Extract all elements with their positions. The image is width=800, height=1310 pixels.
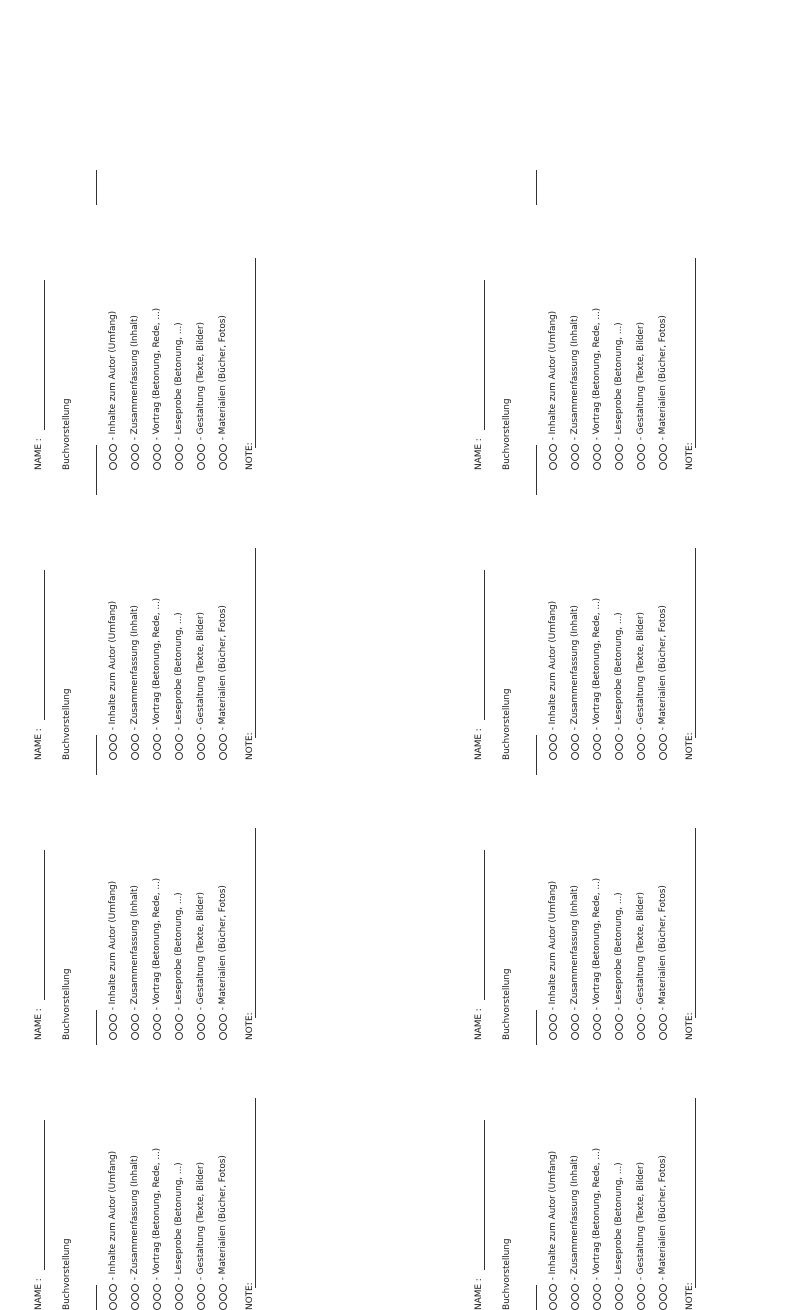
criterion-label: - Materialien (Bücher, Fotos) [658, 315, 668, 441]
note-line[interactable] [255, 548, 256, 738]
criterion-label: - Inhalte zum Autor (Umfang) [548, 880, 558, 1011]
rating-circle-icon[interactable] [637, 743, 645, 751]
criterion-label: - Vortrag (Betonung, Rede, ...) [152, 877, 162, 1011]
name-line[interactable] [484, 570, 485, 720]
name-line[interactable] [44, 1120, 45, 1270]
rating-circle-icon[interactable] [615, 444, 623, 452]
rating-circle-icon[interactable] [571, 453, 579, 461]
name-label: NAME : [474, 1278, 484, 1310]
rating-circle-icon[interactable] [637, 734, 645, 742]
rating-circle-icon[interactable] [131, 462, 139, 470]
criterion-row [174, 1162, 190, 1310]
rating-circle-icon[interactable] [659, 453, 667, 461]
criterion-row [658, 315, 674, 470]
slip-title: Buchvorstellung [62, 688, 72, 760]
rating-circles[interactable] [570, 733, 580, 760]
rating-circle-icon[interactable] [175, 1302, 183, 1310]
rating-circle-icon[interactable] [571, 734, 579, 742]
rating-circle-icon[interactable] [175, 1284, 183, 1292]
criterion-row [548, 601, 564, 760]
rating-circle-icon[interactable] [109, 752, 117, 760]
rating-circle-icon[interactable] [153, 453, 161, 461]
criterion-label: - Zusammenfassung (Inhalt) [570, 1155, 580, 1281]
rating-circle-icon[interactable] [175, 1293, 183, 1301]
note-line[interactable] [255, 258, 256, 448]
criterion-label: - Materialien (Bücher, Fotos) [218, 885, 228, 1011]
rating-circles[interactable] [108, 1283, 118, 1310]
criterion-label: - Zusammenfassung (Inhalt) [130, 315, 140, 441]
slip-title: Buchvorstellung [62, 1238, 72, 1310]
divider-left [536, 445, 537, 470]
rating-circle-icon[interactable] [549, 1293, 557, 1301]
note-line[interactable] [695, 828, 696, 1018]
criterion-row [636, 1162, 652, 1310]
name-line[interactable] [484, 850, 485, 1000]
rating-circles[interactable] [152, 1283, 162, 1310]
rating-circle-icon[interactable] [615, 734, 623, 742]
criterion-row [218, 605, 234, 760]
rating-circle-icon[interactable] [659, 1302, 667, 1310]
rating-circle-icon[interactable] [153, 444, 161, 452]
criterion-row [548, 1151, 564, 1310]
criterion-row [614, 612, 630, 760]
rating-circles[interactable] [130, 1283, 140, 1310]
rating-circle-icon[interactable] [571, 1302, 579, 1310]
note-line[interactable] [255, 828, 256, 1018]
criterion-label: - Inhalte zum Autor (Umfang) [548, 1150, 558, 1281]
criterion-label: - Materialien (Bücher, Fotos) [658, 1155, 668, 1281]
rating-circle-icon[interactable] [637, 462, 645, 470]
rating-circle-icon[interactable] [659, 1284, 667, 1292]
rating-circle-icon[interactable] [175, 734, 183, 742]
criterion-row [614, 1162, 630, 1310]
criterion-label: - Leseprobe (Betonung, ...) [614, 322, 624, 441]
rating-circle-icon[interactable] [593, 743, 601, 751]
rating-circle-icon[interactable] [593, 1293, 601, 1301]
criterion-label: - Gestaltung (Texte, Bilder) [196, 612, 206, 731]
rating-circle-icon[interactable] [197, 453, 205, 461]
rating-circle-icon[interactable] [659, 444, 667, 452]
rating-circle-icon[interactable] [549, 462, 557, 470]
criterion-label: - Materialien (Bücher, Fotos) [218, 1155, 228, 1281]
criterion-row [196, 612, 212, 760]
rating-circle-icon[interactable] [153, 1284, 161, 1292]
rating-circle-icon[interactable] [197, 1302, 205, 1310]
criterion-label: - Vortrag (Betonung, Rede, ...) [152, 1147, 162, 1281]
name-label: NAME : [34, 728, 44, 760]
criterion-row [614, 322, 630, 470]
criterion-row [196, 322, 212, 470]
criterion-label: - Zusammenfassung (Inhalt) [570, 605, 580, 731]
rating-circle-icon[interactable] [615, 752, 623, 760]
name-line[interactable] [484, 1120, 485, 1270]
criterion-label: - Leseprobe (Betonung, ...) [174, 892, 184, 1011]
criterion-label: - Inhalte zum Autor (Umfang) [548, 310, 558, 441]
name-label: NAME : [34, 1008, 44, 1040]
rating-circle-icon[interactable] [659, 734, 667, 742]
rating-circles[interactable] [636, 733, 646, 760]
rating-circle-icon[interactable] [571, 444, 579, 452]
criterion-row [196, 1162, 212, 1310]
rating-circle-icon[interactable] [571, 1293, 579, 1301]
rating-circle-icon[interactable] [593, 1302, 601, 1310]
slip-title: Buchvorstellung [62, 968, 72, 1040]
rating-circle-icon[interactable] [131, 752, 139, 760]
rating-circle-icon[interactable] [593, 462, 601, 470]
criterion-label: - Gestaltung (Texte, Bilder) [636, 612, 646, 731]
rating-circle-icon[interactable] [615, 453, 623, 461]
rating-circles[interactable] [218, 443, 228, 470]
criterion-row [130, 315, 146, 470]
criterion-label: - Gestaltung (Texte, Bilder) [196, 892, 206, 1011]
rating-circle-icon[interactable] [659, 743, 667, 751]
rating-circle-icon[interactable] [637, 752, 645, 760]
criterion-label: - Inhalte zum Autor (Umfang) [108, 600, 118, 731]
rating-circle-icon[interactable] [571, 743, 579, 751]
note-label: NOTE: [685, 1282, 695, 1310]
rating-circle-icon[interactable] [153, 752, 161, 760]
rating-circle-icon[interactable] [175, 752, 183, 760]
rating-circle-icon[interactable] [637, 444, 645, 452]
criterion-row [130, 1155, 146, 1310]
divider-right [536, 170, 537, 205]
slip-title: Buchvorstellung [502, 688, 512, 760]
criterion-label: - Leseprobe (Betonung, ...) [614, 892, 624, 1011]
note-label: NOTE: [685, 732, 695, 760]
note-label: NOTE: [245, 442, 255, 470]
rating-circle-icon[interactable] [131, 444, 139, 452]
rating-circle-icon[interactable] [615, 1302, 623, 1310]
rating-circles[interactable] [152, 443, 162, 470]
rating-circle-icon[interactable] [615, 1293, 623, 1301]
rating-circles[interactable] [614, 443, 624, 470]
slip-title: Buchvorstellung [502, 968, 512, 1040]
rating-circle-icon[interactable] [549, 1302, 557, 1310]
rating-circle-icon[interactable] [593, 752, 601, 760]
rating-circle-icon[interactable] [175, 444, 183, 452]
rating-circle-icon[interactable] [109, 1293, 117, 1301]
slip-title: Buchvorstellung [502, 398, 512, 470]
criterion-label: - Inhalte zum Autor (Umfang) [108, 310, 118, 441]
criterion-row [130, 605, 146, 760]
rating-circles[interactable] [196, 443, 206, 470]
rating-circle-icon[interactable] [109, 462, 117, 470]
rating-circles[interactable] [614, 1283, 624, 1310]
divider-left [96, 445, 97, 470]
rating-circle-icon[interactable] [197, 1293, 205, 1301]
criterion-label: - Zusammenfassung (Inhalt) [130, 1155, 140, 1281]
rating-circles[interactable] [592, 733, 602, 760]
rating-circles[interactable] [548, 733, 558, 760]
rating-circle-icon[interactable] [153, 462, 161, 470]
criterion-label: - Leseprobe (Betonung, ...) [614, 612, 624, 731]
rating-circle-icon[interactable] [549, 734, 557, 742]
assessment-slip [30, 170, 410, 470]
rating-circle-icon[interactable] [197, 743, 205, 751]
rating-circles[interactable] [174, 1283, 184, 1310]
rating-circle-icon[interactable] [637, 453, 645, 461]
criterion-label: - Materialien (Bücher, Fotos) [218, 315, 228, 441]
note-label: NOTE: [245, 1282, 255, 1310]
criterion-row [152, 1148, 168, 1310]
rating-circles[interactable] [658, 1283, 668, 1310]
rating-circle-icon[interactable] [659, 1293, 667, 1301]
rating-circles[interactable] [108, 733, 118, 760]
rating-circle-icon[interactable] [593, 1284, 601, 1292]
rating-circle-icon[interactable] [549, 444, 557, 452]
rating-circle-icon[interactable] [131, 1302, 139, 1310]
note-label: NOTE: [245, 732, 255, 760]
rating-circles[interactable] [152, 733, 162, 760]
note-label: NOTE: [685, 442, 695, 470]
assessment-slip [470, 460, 800, 760]
rating-circle-icon[interactable] [549, 453, 557, 461]
rating-circle-icon[interactable] [153, 1302, 161, 1310]
rating-circles[interactable] [218, 733, 228, 760]
rating-circle-icon[interactable] [659, 752, 667, 760]
criterion-row [218, 315, 234, 470]
criterion-label: - Zusammenfassung (Inhalt) [130, 605, 140, 731]
criterion-label: - Vortrag (Betonung, Rede, ...) [592, 1147, 602, 1281]
rating-circles[interactable] [130, 733, 140, 760]
divider-left [536, 735, 537, 760]
criterion-row [570, 1155, 586, 1310]
criterion-label: - Gestaltung (Texte, Bilder) [196, 1162, 206, 1281]
note-line[interactable] [695, 548, 696, 738]
slip-title: Buchvorstellung [62, 398, 72, 470]
criterion-row [174, 322, 190, 470]
rating-circles[interactable] [130, 443, 140, 470]
criterion-row [152, 308, 168, 470]
rating-circles[interactable] [218, 1283, 228, 1310]
rating-circle-icon[interactable] [549, 743, 557, 751]
rating-circles[interactable] [570, 443, 580, 470]
criterion-label: - Gestaltung (Texte, Bilder) [196, 322, 206, 441]
criterion-row [592, 1148, 608, 1310]
rating-circle-icon[interactable] [219, 752, 227, 760]
criterion-label: - Zusammenfassung (Inhalt) [130, 885, 140, 1011]
rating-circle-icon[interactable] [549, 1284, 557, 1292]
assessment-slip [470, 740, 800, 1040]
criterion-label: - Materialien (Bücher, Fotos) [218, 605, 228, 731]
rating-circles[interactable] [636, 1283, 646, 1310]
criterion-row [152, 598, 168, 760]
rating-circle-icon[interactable] [593, 444, 601, 452]
criterion-label: - Gestaltung (Texte, Bilder) [636, 892, 646, 1011]
name-label: NAME : [34, 438, 44, 470]
divider-right [96, 1010, 97, 1045]
criterion-label: - Materialien (Bücher, Fotos) [658, 605, 668, 731]
rating-circle-icon[interactable] [197, 444, 205, 452]
rating-circle-icon[interactable] [571, 1284, 579, 1292]
criterion-row [570, 315, 586, 470]
note-line[interactable] [255, 1098, 256, 1288]
rating-circle-icon[interactable] [637, 1284, 645, 1292]
criterion-label: - Materialien (Bücher, Fotos) [658, 885, 668, 1011]
criterion-label: - Inhalte zum Autor (Umfang) [108, 880, 118, 1011]
rating-circle-icon[interactable] [109, 743, 117, 751]
rating-circle-icon[interactable] [593, 734, 601, 742]
rating-circle-icon[interactable] [615, 1284, 623, 1292]
criterion-row [658, 1155, 674, 1310]
rating-circle-icon[interactable] [219, 734, 227, 742]
criterion-row [108, 1151, 124, 1310]
rating-circle-icon[interactable] [593, 453, 601, 461]
name-line[interactable] [484, 280, 485, 430]
rating-circle-icon[interactable] [219, 453, 227, 461]
rating-circle-icon[interactable] [131, 453, 139, 461]
note-label: NOTE: [685, 1012, 695, 1040]
name-line[interactable] [44, 570, 45, 720]
rating-circle-icon[interactable] [637, 1293, 645, 1301]
rating-circles[interactable] [614, 733, 624, 760]
rating-circles[interactable] [592, 443, 602, 470]
rating-circle-icon[interactable] [153, 734, 161, 742]
rating-circle-icon[interactable] [131, 734, 139, 742]
rating-circle-icon[interactable] [131, 1284, 139, 1292]
criterion-label: - Gestaltung (Texte, Bilder) [636, 322, 646, 441]
rating-circle-icon[interactable] [219, 1284, 227, 1292]
rating-circles[interactable] [196, 733, 206, 760]
criterion-label: - Gestaltung (Texte, Bilder) [636, 1162, 646, 1281]
criterion-row [108, 601, 124, 760]
rating-circle-icon[interactable] [109, 1302, 117, 1310]
criterion-label: - Leseprobe (Betonung, ...) [614, 1162, 624, 1281]
rating-circles[interactable] [636, 443, 646, 470]
rating-circle-icon[interactable] [219, 1302, 227, 1310]
criterion-row [570, 605, 586, 760]
rating-circles[interactable] [592, 1283, 602, 1310]
rating-circle-icon[interactable] [197, 462, 205, 470]
rating-circles[interactable] [658, 443, 668, 470]
rating-circle-icon[interactable] [175, 462, 183, 470]
criterion-label: - Vortrag (Betonung, Rede, ...) [592, 307, 602, 441]
note-line[interactable] [695, 258, 696, 448]
name-line[interactable] [44, 850, 45, 1000]
rating-circle-icon[interactable] [197, 734, 205, 742]
rating-circle-icon[interactable] [175, 453, 183, 461]
rating-circles[interactable] [174, 443, 184, 470]
rating-circle-icon[interactable] [131, 743, 139, 751]
rating-circle-icon[interactable] [109, 444, 117, 452]
rating-circles[interactable] [658, 733, 668, 760]
rating-circle-icon[interactable] [219, 743, 227, 751]
assessment-slip [30, 460, 410, 760]
divider-right [96, 170, 97, 205]
rating-circle-icon[interactable] [131, 1293, 139, 1301]
criterion-row [548, 311, 564, 470]
criterion-row [592, 598, 608, 760]
name-line[interactable] [44, 280, 45, 430]
note-line[interactable] [695, 1098, 696, 1288]
rating-circles[interactable] [196, 1283, 206, 1310]
rating-circles[interactable] [174, 733, 184, 760]
criterion-row [218, 1155, 234, 1310]
rating-circle-icon[interactable] [615, 462, 623, 470]
name-label: NAME : [474, 728, 484, 760]
assessment-slip-hidden [470, 1010, 800, 1310]
criterion-label: - Leseprobe (Betonung, ...) [174, 322, 184, 441]
rating-circle-icon[interactable] [219, 462, 227, 470]
rating-circle-icon[interactable] [197, 752, 205, 760]
criterion-row [636, 612, 652, 760]
rating-circle-icon[interactable] [153, 743, 161, 751]
rating-circles[interactable] [108, 443, 118, 470]
criterion-label: - Zusammenfassung (Inhalt) [570, 885, 580, 1011]
rating-circle-icon[interactable] [175, 743, 183, 751]
criterion-row [174, 612, 190, 760]
rating-circles[interactable] [548, 443, 558, 470]
rating-circle-icon[interactable] [615, 743, 623, 751]
name-label: NAME : [34, 1278, 44, 1310]
criterion-row [108, 311, 124, 470]
divider-left [96, 1285, 97, 1310]
criterion-row [658, 605, 674, 760]
rating-circle-icon[interactable] [219, 1293, 227, 1301]
rating-circles[interactable] [570, 1283, 580, 1310]
criterion-label: - Leseprobe (Betonung, ...) [174, 612, 184, 731]
assessment-slip-hidden [30, 1010, 410, 1310]
criterion-label: - Inhalte zum Autor (Umfang) [548, 600, 558, 731]
assessment-slip [30, 740, 410, 1040]
divider-left [536, 1285, 537, 1310]
divider-right [536, 1010, 537, 1045]
criterion-row [592, 308, 608, 470]
criterion-label: - Vortrag (Betonung, Rede, ...) [592, 877, 602, 1011]
name-label: NAME : [474, 1008, 484, 1040]
rating-circle-icon[interactable] [109, 1284, 117, 1292]
rating-circle-icon[interactable] [571, 462, 579, 470]
rating-circle-icon[interactable] [153, 1293, 161, 1301]
rating-circle-icon[interactable] [109, 453, 117, 461]
criterion-label: - Vortrag (Betonung, Rede, ...) [592, 597, 602, 731]
criterion-label: - Inhalte zum Autor (Umfang) [108, 1150, 118, 1281]
criterion-label: - Vortrag (Betonung, Rede, ...) [152, 597, 162, 731]
rating-circle-icon[interactable] [109, 734, 117, 742]
rating-circles[interactable] [548, 1283, 558, 1310]
criterion-label: - Vortrag (Betonung, Rede, ...) [152, 307, 162, 441]
name-label: NAME : [474, 438, 484, 470]
criterion-label: - Zusammenfassung (Inhalt) [570, 315, 580, 441]
rating-circle-icon[interactable] [549, 752, 557, 760]
rating-circle-icon[interactable] [571, 752, 579, 760]
rating-circle-icon[interactable] [659, 462, 667, 470]
rating-circle-icon[interactable] [637, 1302, 645, 1310]
criterion-row [636, 322, 652, 470]
note-label: NOTE: [245, 1012, 255, 1040]
assessment-slip [470, 170, 800, 470]
rating-circle-icon[interactable] [219, 444, 227, 452]
divider-left [96, 735, 97, 760]
criterion-label: - Leseprobe (Betonung, ...) [174, 1162, 184, 1281]
rating-circle-icon[interactable] [197, 1284, 205, 1292]
slip-title: Buchvorstellung [502, 1238, 512, 1310]
